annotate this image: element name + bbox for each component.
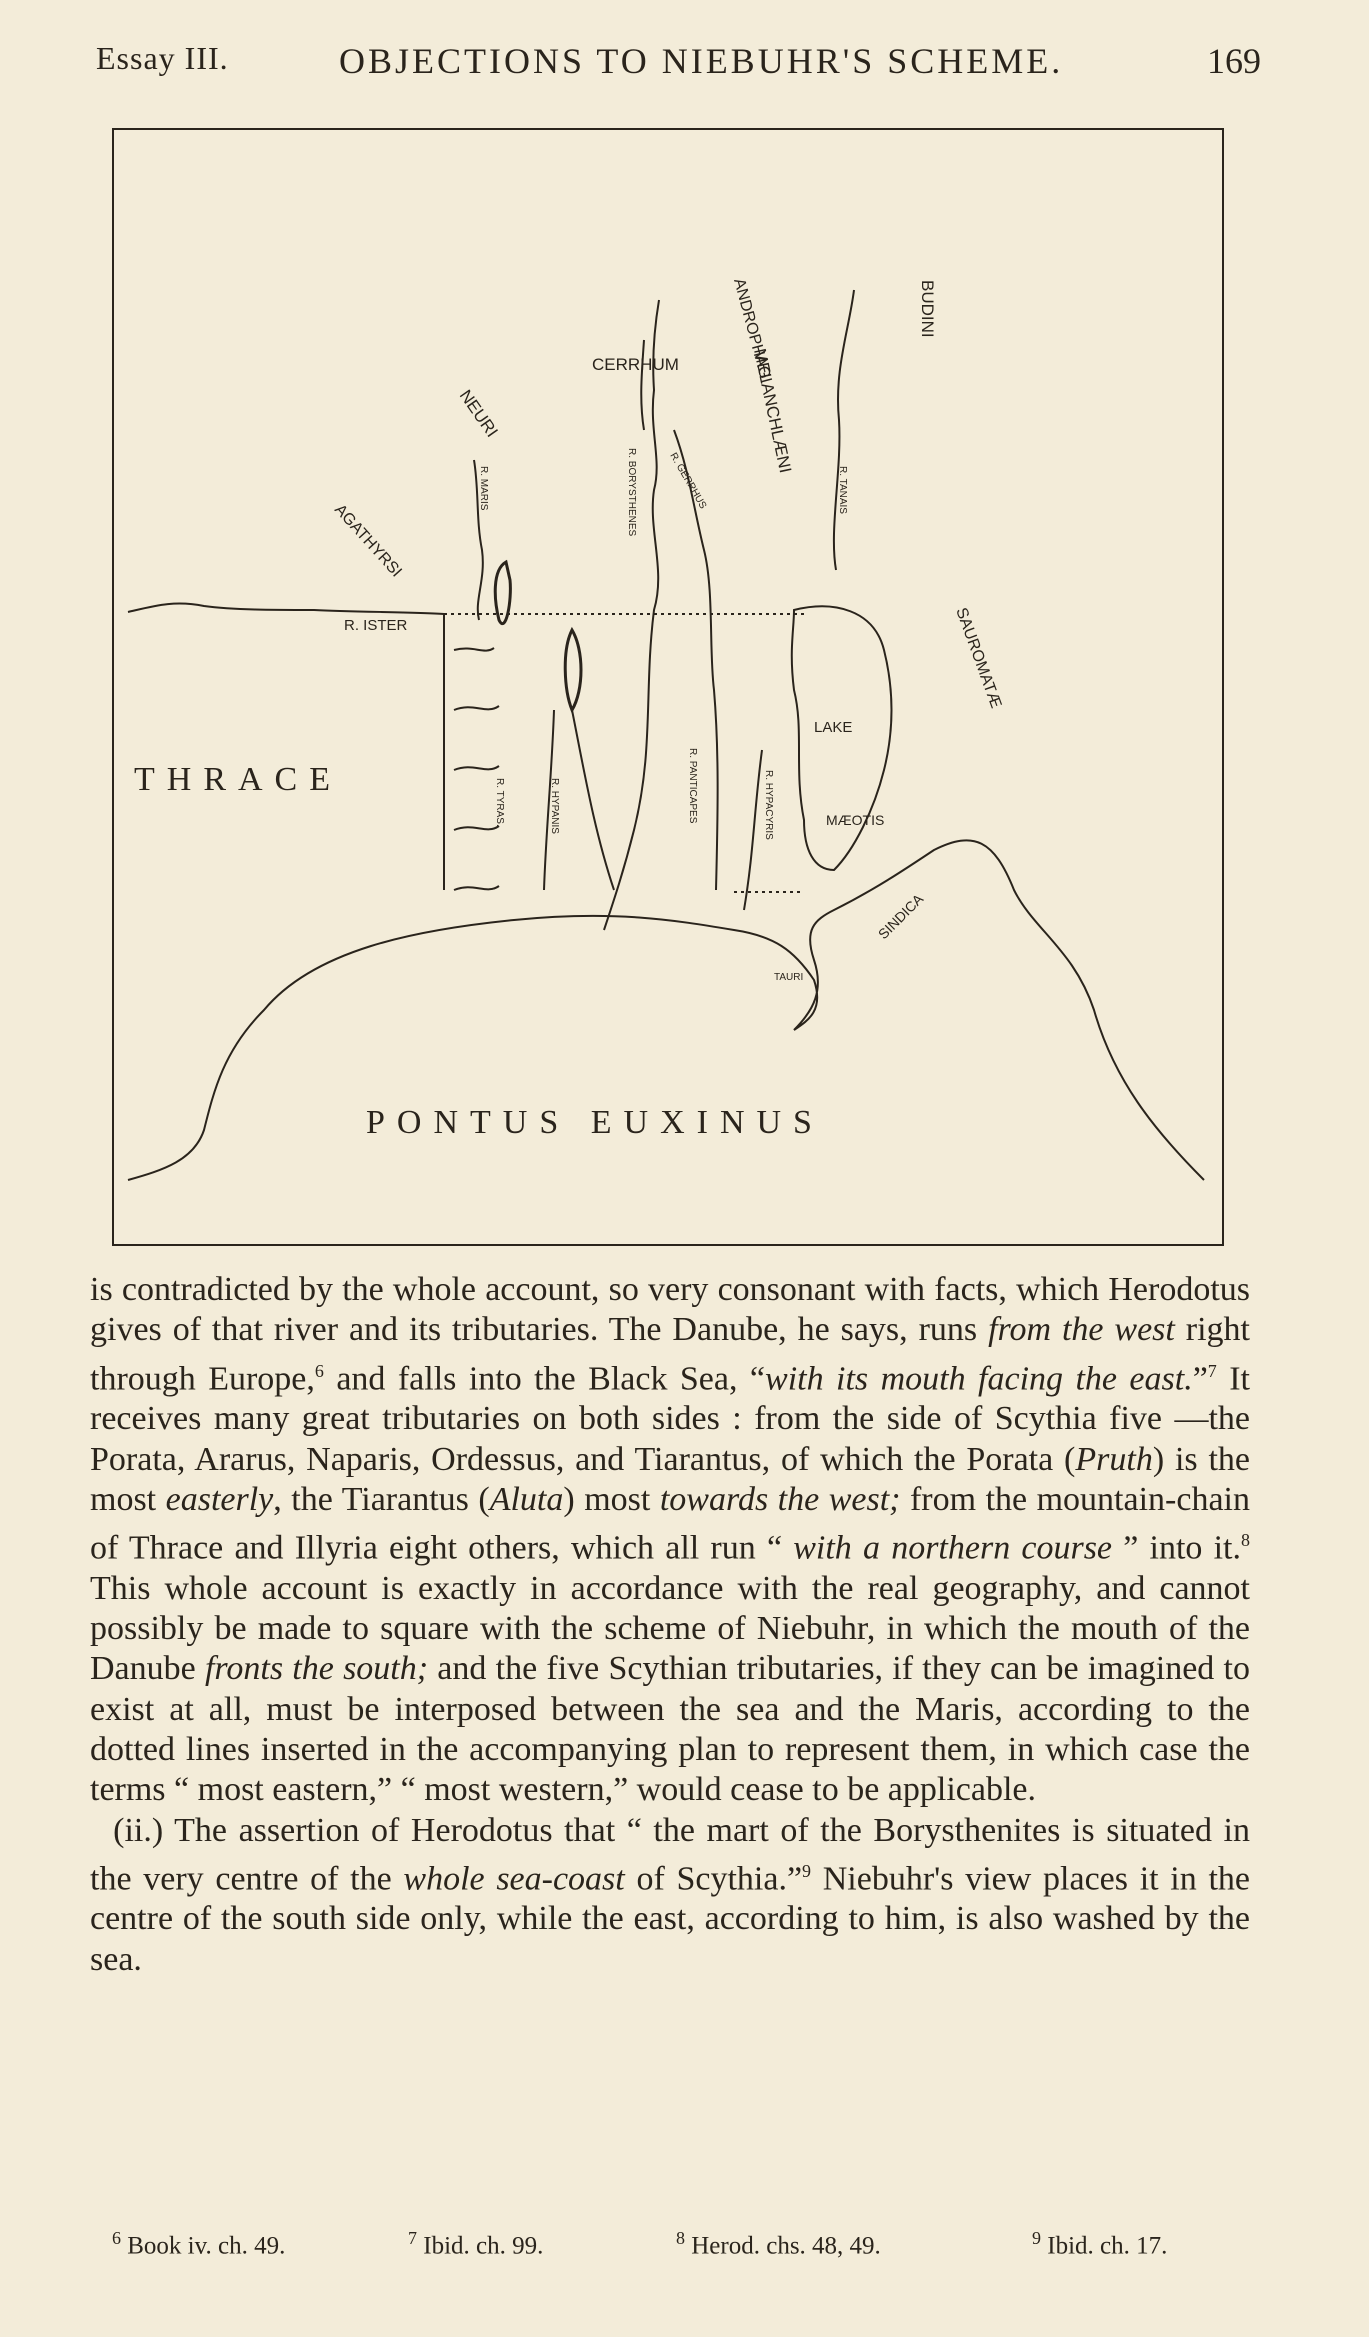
map-figure bbox=[112, 128, 1224, 1246]
tributary-5 bbox=[454, 886, 499, 890]
label-maris: R. MARIS bbox=[478, 466, 489, 511]
label-lake: LAKE bbox=[814, 719, 853, 736]
footnote-9: $^9$ Ibid. ch. 17. bbox=[1032, 2228, 1168, 2260]
footnotes bbox=[112, 2228, 1262, 2268]
tributary-4 bbox=[454, 826, 499, 830]
label-thrace: THRACE bbox=[134, 761, 342, 798]
label-hypanis: R. HYPANIS bbox=[549, 778, 560, 834]
label-agathyrsi: AGATHYRSI bbox=[331, 501, 405, 581]
footnote-ref-8: 8 bbox=[1240, 1530, 1250, 1551]
chapter-title: OBJECTIONS TO NIEBUHR'S SCHEME. bbox=[339, 41, 1064, 81]
lake-maeotis bbox=[792, 606, 892, 870]
hypacyris-river bbox=[744, 750, 762, 910]
label-hypacyris: R. HYPACYRIS bbox=[763, 770, 774, 840]
label-tyras: R. TYRAS. bbox=[494, 778, 505, 827]
label-borysthenes: R. BORYSTHENES bbox=[626, 448, 637, 537]
hypanis-river bbox=[572, 710, 614, 890]
footnote-6: $^6$ Book iv. ch. 49. bbox=[112, 2228, 286, 2260]
label-melanchlaeni: MELANCHLÆNI bbox=[750, 346, 795, 475]
label-neuri: NEURI bbox=[455, 386, 502, 441]
footnote-8: $^8$ Herod. chs. 48, 49. bbox=[676, 2228, 881, 2260]
tanais-river bbox=[834, 290, 854, 570]
footnote-ref-7: 7 bbox=[1207, 1360, 1217, 1381]
label-sauromatae: SAUROMATÆ bbox=[952, 605, 1005, 711]
label-panticapes: R. PANTICAPES bbox=[687, 748, 698, 824]
label-tanais: R. TANAIS bbox=[837, 466, 848, 514]
tributary-1 bbox=[454, 648, 494, 651]
cerrhum-line bbox=[641, 340, 644, 430]
label-tauri: TAURI bbox=[774, 972, 804, 983]
ister-river bbox=[128, 604, 444, 614]
running-header bbox=[96, 40, 1261, 90]
hypanis-island bbox=[565, 630, 581, 710]
label-budini: BUDINI bbox=[918, 280, 937, 338]
footnote-ref-6: 6 bbox=[314, 1360, 324, 1381]
tributary-3 bbox=[454, 766, 499, 770]
tributary-2 bbox=[454, 706, 499, 710]
label-maeotis: MÆOTIS bbox=[826, 812, 885, 828]
label-gerrhus: R. GERRHUS bbox=[667, 451, 709, 511]
map-drawing bbox=[114, 130, 1222, 1244]
footnote-7: $^7$ Ibid. ch. 99. bbox=[408, 2228, 544, 2260]
label-sindica: SINDICA bbox=[874, 890, 927, 943]
page-number: 169 bbox=[1207, 41, 1261, 81]
footnote-ref-9: 9 bbox=[802, 1860, 812, 1881]
label-androphagi: ANDROPHAGI bbox=[730, 276, 775, 385]
label-pontus: PONTUS EUXINUS bbox=[366, 1104, 824, 1141]
paragraph-2: (ii.) The assertion of Herodotus that “ the mart of the Borysthenites is situated in the very centre of the whole sea-coast of Scythia.”$^9$ Niebuhr's view places it in the centre of the south side only, while the east, according to him, is also washed by the sea. bbox=[90, 1811, 1250, 1978]
label-ister: R. ISTER bbox=[344, 617, 408, 634]
body-text bbox=[90, 1270, 1250, 1980]
paragraph-1: is contradicted by the whole account, so very consonant with facts, which Herodotus gives of that river and its tributaries. The Danube, he says, runs from the west right through Europe,$^6$ and falls into the Black Sea, “with its mouth facing the east.”$^7$ It receives many great tributaries on both sides : from the side of Scythia five —the Porata, Ararus, Naparis, Ordessus, and Tiarantus, of which the Porata (Pruth) is the most easterly, the Tiarantus (Aluta) most towards the west; from the mountain-chain of Thrace and Illyria eight others, which all run “ with a northern course ” into it.$^8$ This whole account is exactly in accordance with the real geography, and cannot possibly be made to square with the scheme of Niebuhr, in which the mouth of the Danube fronts the south; and the five Scythian tributaries, if they can be imagined to exist at all, must be interposed between the sea and the Maris, according to the dotted lines inserted in the accompanying plan to represent them, in which case the terms “ most eastern,” “ most western,” would cease to be applicable. bbox=[90, 1271, 1251, 1809]
label-cerrhum: CERRHUM bbox=[592, 355, 679, 374]
essay-label: Essay III. bbox=[96, 40, 229, 76]
